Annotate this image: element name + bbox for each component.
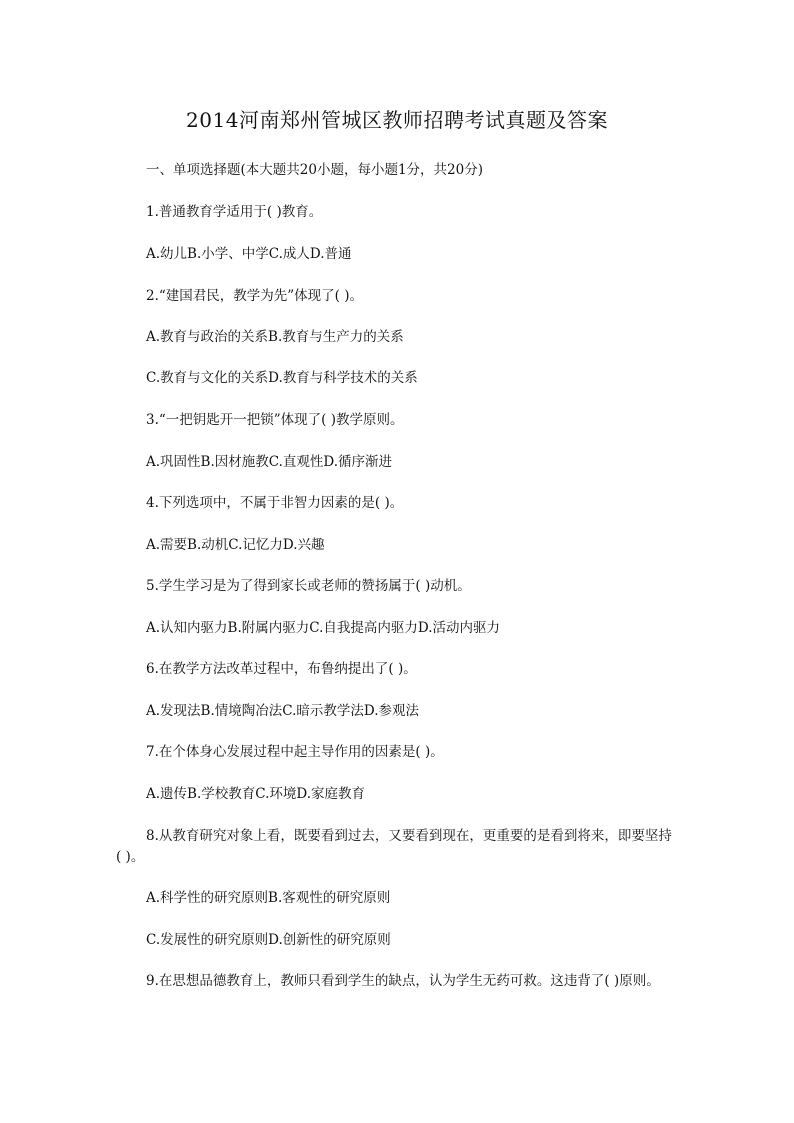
- question-5: 5.学生学习是为了得到家长或老师的赞扬属于( )动机。: [146, 578, 471, 594]
- question-9: 9.在思想品德教育上，教师只看到学生的缺点，认为学生无药可救。这违背了( )原则。: [146, 973, 660, 989]
- question-4: 4.下列选项中，不属于非智力因素的是( )。: [146, 495, 404, 511]
- question-4-options: A.需要B.动机C.记忆力D.兴趣: [146, 537, 325, 553]
- question-1: 1.普通教育学适用于( )教育。: [146, 204, 323, 220]
- question-8-options-line-1: A.科学性的研究原则B.客观性的研究原则: [146, 890, 391, 906]
- question-8-options-line-2: C.发展性的研究原则D.创新性的研究原则: [146, 932, 391, 948]
- document-title: 2014河南郑州管城区教师招聘考试真题及答案: [186, 108, 608, 132]
- question-5-options: A.认知内驱力B.附属内驱力C.自我提高内驱力D.活动内驱力: [146, 620, 501, 636]
- question-7-options: A.遗传B.学校教育C.环境D.家庭教育: [146, 786, 366, 802]
- question-7: 7.在个体身心发展过程中起主导作用的因素是( )。: [146, 744, 444, 760]
- question-3-options: A.巩固性B.因材施教C.直观性D.循序渐进: [146, 454, 393, 470]
- question-2-options-line-2: C.教育与文化的关系D.教育与科学技术的关系: [146, 370, 418, 386]
- question-2: 2.“建国君民，教学为先”体现了( )。: [146, 288, 364, 304]
- question-3: 3.“一把钥匙开一把锁”体现了( )教学原则。: [146, 412, 404, 428]
- section-heading: 一、单项选择题(本大题共20小题，每小题1分，共20分): [146, 162, 483, 178]
- question-6: 6.在教学方法改革过程中，布鲁纳提出了( )。: [146, 661, 417, 677]
- question-2-options-line-1: A.教育与政治的关系B.教育与生产力的关系: [146, 329, 404, 345]
- question-1-options: A.幼儿B.小学、中学C.成人D.普通: [146, 246, 352, 262]
- question-6-options: A.发现法B.情境陶冶法C.暗示教学法D.参观法: [146, 703, 420, 719]
- question-8: 8.从教育研究对象上看，既要看到过去，又要看到现在，更重要的是看到将来，即要坚持( )。: [116, 828, 672, 865]
